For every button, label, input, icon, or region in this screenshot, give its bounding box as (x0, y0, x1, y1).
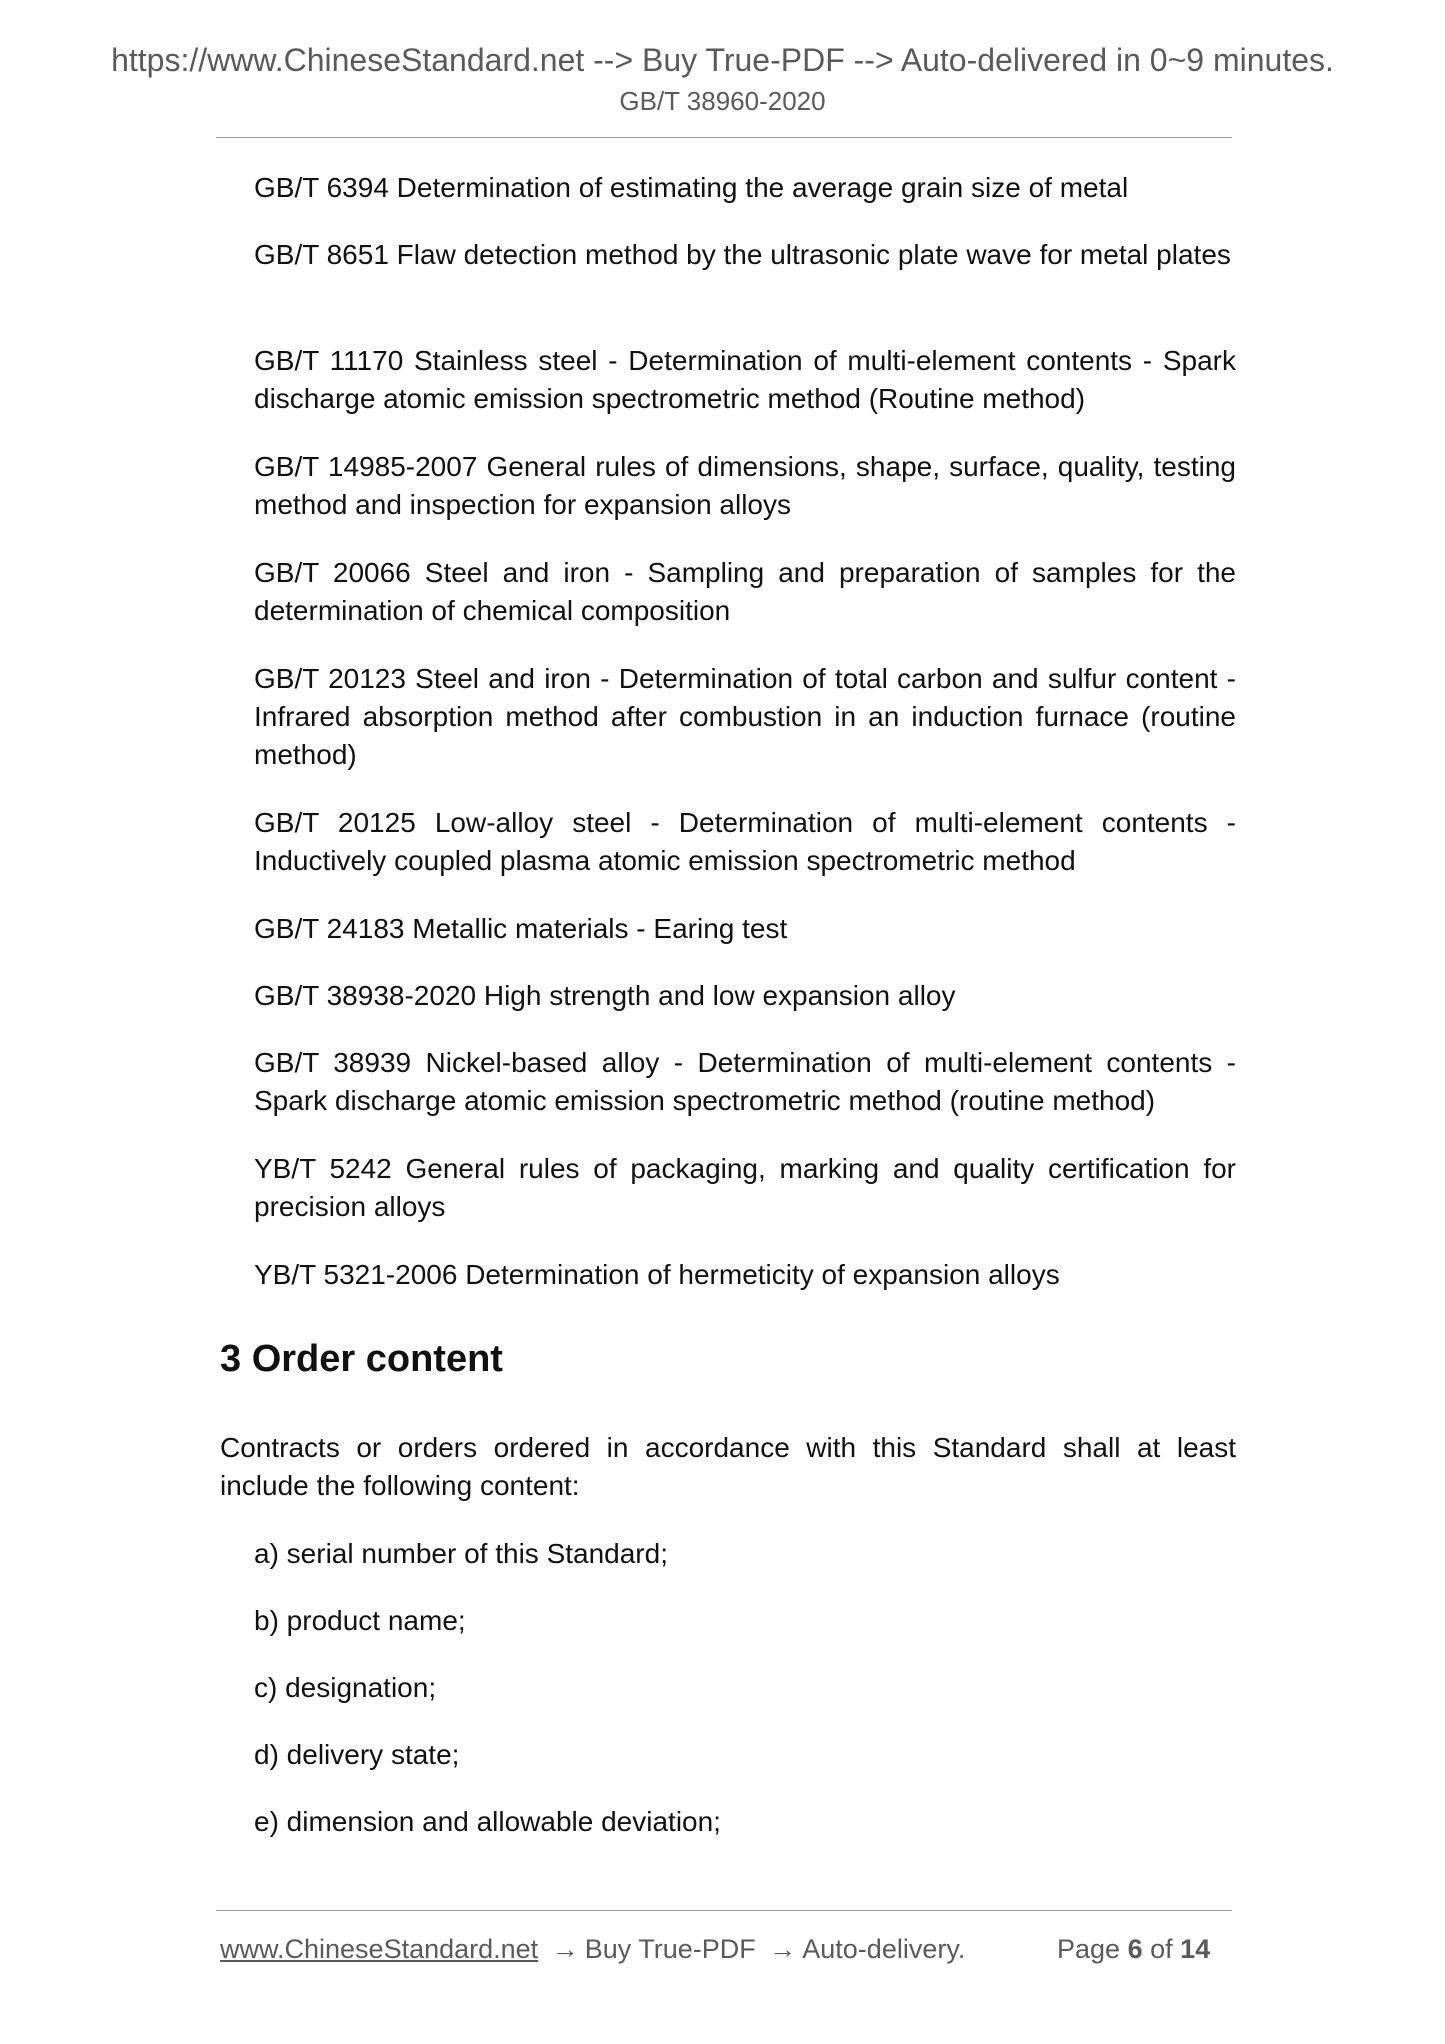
reference-item: GB/T 20125 Low-alloy steel - Determination of multi-element contents - Inductively coupled plasma atomic emission spectrometric method (254, 807, 1236, 876)
reference-item: YB/T 5321-2006 Determination of hermeticity of expansion alloys (254, 1259, 1060, 1290)
website-link[interactable]: www.ChineseStandard.net (220, 1934, 539, 1964)
reference-item: GB/T 11170 Stainless steel - Determination of multi-element contents - Spark discharge atomic emission spectrometric method (Routine method) (254, 345, 1236, 414)
section-heading: 3 Order content (220, 1338, 503, 1380)
order-list-item: e) dimension and allowable deviation; (254, 1806, 721, 1837)
reference-item: GB/T 14985-2007 General rules of dimensions, shape, surface, quality, testing method and inspection for expansion alloys (254, 451, 1236, 520)
reference-item: GB/T 20123 Steel and iron - Determination of total carbon and sulfur content - Infrared absorption method after combustion in an induction furnace (routine method) (254, 663, 1236, 770)
reference-item: GB/T 38938-2020 High strength and low expansion alloy (254, 980, 956, 1011)
reference-item: YB/T 5242 General rules of packaging, marking and quality certification for precision alloys (254, 1153, 1236, 1222)
reference-item: GB/T 24183 Metallic materials - Earing test (254, 913, 788, 944)
buy-pdf-text: Buy True-PDF (584, 1934, 756, 1964)
arrow-right-icon: → (551, 1934, 579, 1964)
page-current: 6 (1127, 1934, 1143, 1964)
page-total: 14 (1180, 1934, 1211, 1964)
footer-divider (216, 1910, 1232, 1911)
top-banner: https://www.ChineseStandard.net --> Buy True-PDF --> Auto-delivered in 0~9 minutes. (111, 42, 1334, 78)
auto-delivery-text: Auto-delivery. (802, 1934, 966, 1964)
order-list-item: c) designation; (254, 1672, 437, 1703)
reference-item: GB/T 20066 Steel and iron - Sampling and preparation of samples for the determination of chemical composition (254, 557, 1236, 626)
order-list-item: d) delivery state; (254, 1739, 460, 1770)
reference-item: GB/T 6394 Determination of estimating the average grain size of metal (254, 172, 1129, 203)
reference-item: GB/T 38939 Nickel-based alloy - Determination of multi-element contents - Spark discharge atomic emission spectrometric method (routine method) (254, 1047, 1236, 1116)
order-list-item: b) product name; (254, 1605, 466, 1636)
footer-links (220, 1932, 965, 1966)
page-label: Page (1057, 1934, 1121, 1964)
order-list-item: a) serial number of this Standard; (254, 1538, 668, 1569)
of-label: of (1150, 1934, 1173, 1964)
document-code: GB/T 38960-2020 (619, 86, 826, 116)
page-indicator (1057, 1932, 1210, 1966)
reference-item: GB/T 8651 Flaw detection method by the ultrasonic plate wave for metal plates (254, 239, 1231, 270)
header-divider (216, 137, 1232, 138)
section-intro: Contracts or orders ordered in accordance with this Standard shall at least include the following content: (220, 1432, 1236, 1501)
arrow-right-icon: → (769, 1934, 797, 1964)
